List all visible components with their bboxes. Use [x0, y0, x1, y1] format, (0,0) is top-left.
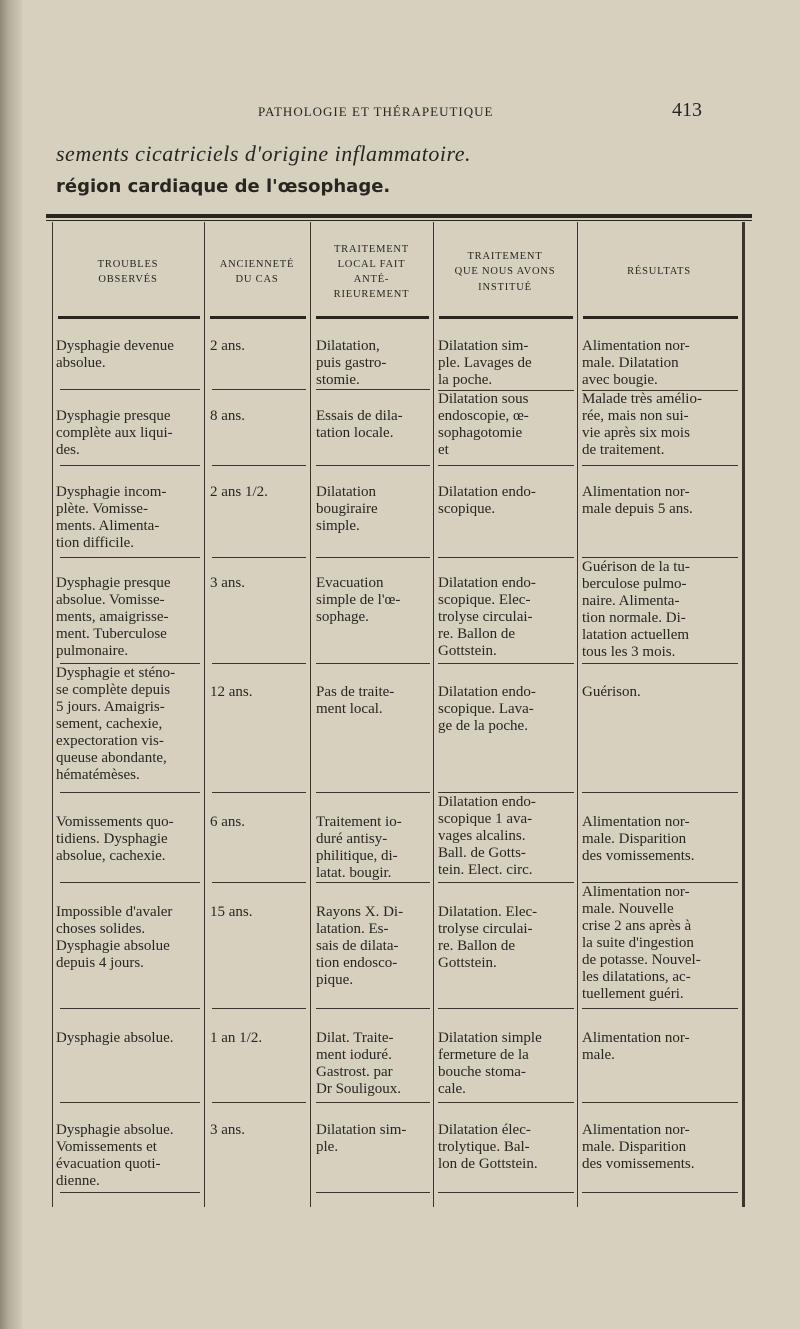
cell-traitement-institue: Dilatation sous endoscopie, œ- sophagotomie et: [438, 391, 529, 458]
header-rule: [210, 316, 306, 319]
cell-resultats: Alimentation nor- male.: [582, 1030, 690, 1063]
row-separator: [60, 465, 200, 466]
row-separator: [316, 1008, 430, 1009]
section-title: région cardiaque de l'œsophage.: [56, 176, 391, 197]
cell-traitement-local: Dilatation sim- ple.: [316, 1122, 407, 1155]
header-traitement-institue: TRAITEMENT QUE NOUS AVONS INSTITUÉ: [454, 251, 556, 293]
row-separator: [60, 389, 200, 390]
cell-traitement-institue: Dilatation endo- scopique. Elec- trolyse circulai- re. Ballon de Gottstein.: [438, 575, 536, 659]
row-separator: [438, 1102, 574, 1103]
cell-traitement-local: Essais de dila- tation locale.: [316, 408, 403, 441]
row-separator: [316, 465, 430, 466]
row-separator: [438, 1008, 574, 1009]
row-separator: [582, 557, 738, 558]
cell-troubles: Vomissements quo- tidiens. Dysphagie absolue, cachexie.: [56, 814, 174, 864]
row-separator: [212, 663, 306, 664]
cell-troubles: Dysphagie devenue absolue.: [56, 338, 174, 371]
row-separator: [438, 465, 574, 466]
header-resultats: RÉSULTATS: [627, 266, 691, 278]
row-separator: [582, 1008, 738, 1009]
cell-troubles: Dysphagie presque absolue. Vomisse- ments, amaigrisse- ment. Tuberculose pulmonaire.: [56, 575, 171, 659]
row-separator: [438, 663, 574, 664]
cell-traitement-institue: Dilatation simple fermeture de la bouche stoma- cale.: [438, 1030, 542, 1097]
cell-traitement-local: Pas de traite- ment local.: [316, 684, 395, 717]
row-separator: [316, 557, 430, 558]
column-divider: [204, 222, 205, 1207]
cell-traitement-local: Dilatation, puis gastro- stomie.: [316, 338, 387, 388]
row-separator: [212, 882, 306, 883]
row-separator: [212, 1102, 306, 1103]
row-separator: [582, 792, 738, 793]
cell-anciennete: 12 ans.: [210, 684, 253, 700]
cell-troubles: Impossible d'avaler choses solides. Dysphagie absolue depuis 4 jours.: [56, 904, 173, 971]
row-separator: [60, 1008, 200, 1009]
row-separator: [582, 882, 738, 883]
column-divider: [52, 222, 53, 1207]
header-rule: [583, 316, 738, 319]
cell-anciennete: 1 an 1/2.: [210, 1030, 263, 1046]
table-top-rule-thin: [46, 220, 752, 221]
cell-troubles: Dysphagie incom- plète. Vomisse- ments. Alimenta- tion difficile.: [56, 484, 167, 551]
row-separator: [316, 792, 430, 793]
row-separator: [212, 792, 306, 793]
header-traitement-local: TRAITEMENT LOCAL FAIT ANTÉ- RIEUREMENT: [333, 243, 410, 301]
page-number: 413: [672, 99, 702, 121]
column-divider: [577, 222, 578, 1207]
row-separator: [60, 882, 200, 883]
cell-anciennete: 3 ans.: [210, 575, 245, 591]
row-separator: [582, 1102, 738, 1103]
row-separator: [212, 389, 306, 390]
cell-traitement-local: Traitement io- duré antisy- philitique, di- latat. bougir.: [316, 814, 402, 881]
cell-traitement-institue: Dilatation endo- scopique. Lava- ge de la poche.: [438, 684, 536, 734]
cell-traitement-institue: Dilatation endo- scopique 1 ava- vages alcalins. Ball. de Gotts- tein. Elect. circ.: [438, 794, 536, 878]
cell-resultats: Alimentation nor- male. Dilatation avec bougie.: [582, 338, 690, 388]
row-separator: [582, 663, 738, 664]
row-separator: [212, 557, 306, 558]
subtitle-continuation: sements cicatriciels d'origine inflammatoire.: [56, 141, 471, 166]
cell-resultats: Alimentation nor- male depuis 5 ans.: [582, 484, 693, 517]
case-table: [52, 222, 742, 1212]
cell-traitement-local: Rayons X. Di- latation. Es- sais de dilata- tion endosco- pique.: [316, 904, 404, 988]
header-troubles: TROUBLES OBSERVÉS: [97, 258, 159, 285]
row-separator: [438, 1192, 574, 1193]
row-separator: [316, 663, 430, 664]
cell-anciennete: 8 ans.: [210, 408, 245, 424]
cell-traitement-institue: Dilatation endo- scopique.: [438, 484, 536, 517]
cell-troubles: Dysphagie absolue. Vomissements et évacuation quoti- dienne.: [56, 1122, 174, 1189]
column-divider: [742, 222, 745, 1207]
cell-resultats: Guérison.: [582, 684, 641, 700]
row-separator: [316, 882, 430, 883]
row-separator: [316, 389, 430, 390]
row-separator: [60, 1102, 200, 1103]
row-separator: [438, 882, 574, 883]
cell-traitement-local: Dilatation bougiraire simple.: [316, 484, 378, 534]
cell-resultats: Guérison de la tu- berculose pulmo- naire. Alimenta- tion normale. Di- latation actuellem tous les 3 mois.: [582, 559, 690, 660]
cell-traitement-institue: Dilatation. Elec- trolyse circulai- re. Ballon de Gottstein.: [438, 904, 538, 971]
cell-traitement-local: Evacuation simple de l'œ- sophage.: [316, 575, 401, 625]
row-separator: [60, 557, 200, 558]
row-separator: [316, 1192, 430, 1193]
cell-resultats: Alimentation nor- male. Nouvelle crise 2 ans après à la suite d'ingestion de potasse. Nouvel- les dilatations, ac- tuellement guéri.: [582, 884, 701, 1002]
cell-traitement-institue: Dilatation élec- trolytique. Bal- lon de Gottstein.: [438, 1122, 538, 1172]
cell-troubles: Dysphagie et sténo- se complète depuis 5 jours. Amaigris- sement, cachexie, expectoration vis- queuse abondante, hématémèses.: [56, 665, 176, 783]
row-separator: [438, 557, 574, 558]
cell-anciennete: 3 ans.: [210, 1122, 245, 1138]
column-divider: [310, 222, 311, 1207]
row-separator: [582, 465, 738, 466]
row-separator: [212, 465, 306, 466]
row-separator: [60, 1192, 200, 1193]
cell-traitement-institue: Dilatation sim- ple. Lavages de la poche.: [438, 338, 532, 388]
cell-resultats: Alimentation nor- male. Disparition des vomissements.: [582, 1122, 695, 1172]
cell-troubles: Dysphagie absolue.: [56, 1030, 174, 1046]
row-separator: [60, 663, 200, 664]
running-head: PATHOLOGIE ET THÉRAPEUTIQUE: [258, 104, 494, 119]
row-separator: [438, 792, 574, 793]
row-separator: [60, 792, 200, 793]
column-divider: [433, 222, 434, 1207]
table-top-rule: [46, 214, 752, 218]
cell-traitement-local: Dilat. Traite- ment ioduré. Gastrost. par Dr Souligoux.: [316, 1030, 402, 1097]
row-separator: [212, 1008, 306, 1009]
header-rule: [439, 316, 573, 319]
cell-anciennete: 2 ans 1/2.: [210, 484, 268, 500]
header-anciennete: ANCIENNETÉ DU CAS: [219, 258, 295, 285]
cell-resultats: Malade très amélio- rée, mais non sui- vie après six mois de traitement.: [582, 391, 702, 458]
row-separator: [582, 1192, 738, 1193]
header-rule: [58, 316, 200, 319]
cell-resultats: Alimentation nor- male. Disparition des vomissements.: [582, 814, 695, 864]
cell-anciennete: 2 ans.: [210, 338, 245, 354]
cell-anciennete: 6 ans.: [210, 814, 245, 830]
cell-troubles: Dysphagie presque complète aux liqui- des.: [56, 408, 173, 458]
header-rule: [316, 316, 429, 319]
cell-anciennete: 15 ans.: [210, 904, 253, 920]
row-separator: [316, 1102, 430, 1103]
